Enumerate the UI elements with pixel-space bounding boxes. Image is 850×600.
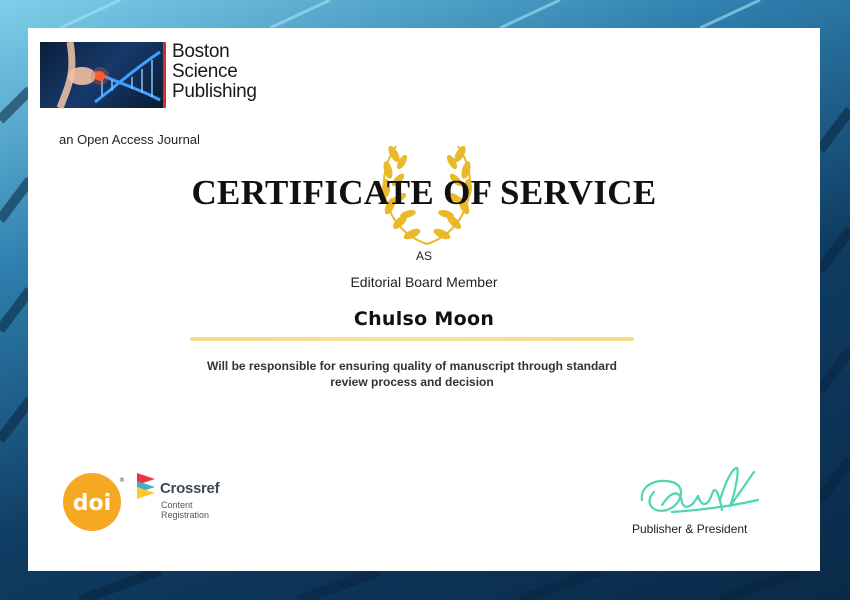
- svg-text:®: ®: [119, 477, 125, 484]
- logo-divider: [163, 42, 166, 108]
- publisher-name-line: Boston: [172, 41, 230, 62]
- signature-image: [632, 460, 762, 520]
- doi-logo-icon: [62, 472, 125, 532]
- doi-logo-text: doi: [72, 491, 112, 516]
- role-title: Editorial Board Member: [350, 274, 498, 290]
- crossref-subtitle: [161, 500, 209, 520]
- crossref-logo-icon: [135, 471, 159, 501]
- signature-label: Publisher & President: [632, 522, 748, 536]
- dna-helix-icon: [40, 42, 163, 108]
- crossref-name: Crossref: [160, 480, 220, 497]
- dna-logo-image: [40, 42, 163, 108]
- certificate-title: CERTIFICATE OF SERVICE: [191, 173, 657, 212]
- crossref-subtitle-line: Content: [161, 500, 193, 510]
- publisher-name: [172, 42, 257, 102]
- recipient-name: Chulso Moon: [353, 308, 495, 330]
- certificate-card: [28, 28, 820, 571]
- crossref-subtitle-line: Registration: [161, 510, 210, 520]
- publisher-name-line: Publishing: [172, 81, 257, 102]
- journal-tagline: an Open Access Journal: [59, 132, 200, 147]
- as-label: AS: [415, 249, 432, 263]
- name-underline: [190, 337, 634, 341]
- service-description: Will be responsible for ensuring quality of manuscript through standard review process and decision: [207, 359, 617, 389]
- publisher-name-line: Science: [172, 61, 238, 82]
